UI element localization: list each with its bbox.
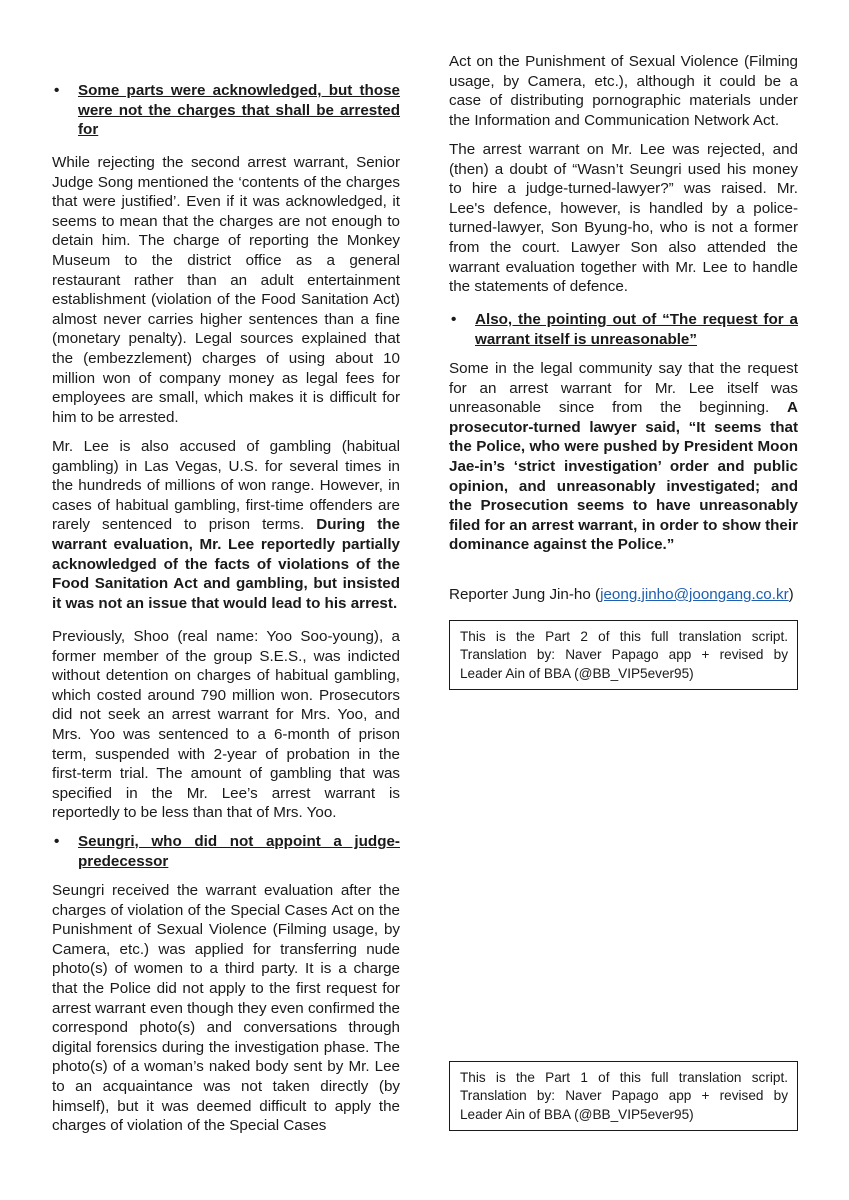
section-heading-seungri [52,832,400,871]
paragraph-gambling-text: Mr. Lee is also accused of gambling (habitual gambling) in Las Vegas, U.S. for several times in the hundreds of millions of won range. However, in cases of habitual gambling, first-time offenders are rarely sentenced to prison terms. [52,438,400,534]
paragraph-seungri-charges: Seungri received the warrant evaluation after the charges of violation of the Special Cases Act on the Punishment of Sexual Violence (Filming usage, by Camera, etc.) was applied for transferring nude photo(s) of women to a third party. It is a charge that the Police did not apply to the first request for arrest warrant even though they even confirmed the correspond photo(s) and conversations through digital forensics during the investigation phase. The photo(s) of a woman’s naked body sent by Mr. Lee to an acquaintance was not taken directly (by himself), but it was deemed difficult to apply the charges of violation of the Special Cases [52,882,400,1135]
paragraph-gambling [52,437,400,613]
reporter-name: Reporter Jung Jin-ho ( [449,586,601,603]
section-heading-text: Some parts were acknowledged, but those were not the charges that shall be arrested for [78,82,400,139]
translation-note-part-1: This is the Part 1 of this full translation script. Translation by: Naver Papago app + revised by Leader Ain of BBA (@BB_VIP5ever95) [449,1061,798,1131]
section-heading-warrant-unreasonable [449,310,798,349]
bullet-icon: • [54,82,60,99]
section-heading-charges-acknowledged [52,81,400,140]
paragraph-legal-community-quote: A prosecutor-turned lawyer said, “It seems that the Police, who were pushed by President Moon Jae-in’s ‘strict investigation’ order and public opinion, and unreasonably investigated; and the Prosecution seems to have unreasonably filed for an arrest warrant, in order to show their dominance against the Police.” [449,399,798,554]
paragraph-gambling-bold-text: During the warrant evaluation, Mr. Lee reportedly partially acknowledged of the facts of violations of the Food Sanitation Act and gambling, but insisted it was not an issue that would lead to his arrest. [52,516,400,612]
section-heading-text: Seungri, who did not appoint a judge-predecessor [78,833,400,870]
section-heading-text: Also, the pointing out of “The request for a warrant itself is unreasonable” [475,311,798,348]
paragraph-legal-community [449,359,798,555]
bullet-icon: • [451,311,457,328]
reporter-byline [449,585,809,605]
translation-note-part-2: This is the Part 2 of this full translation script. Translation by: Naver Papago app + revised by Leader Ain of BBA (@BB_VIP5ever95) [449,620,798,690]
reporter-email-link[interactable]: jeong.jinho@joongang.co.kr [600,586,789,603]
paragraph-special-cases-continued: Act on the Punishment of Sexual Violence (Filming usage, by Camera, etc.), although it could be a case of distributing pornographic materials under the Information and Communication Network Act. [449,53,798,129]
bullet-icon: • [54,833,60,850]
paragraph-second-warrant: While rejecting the second arrest warrant, Senior Judge Song mentioned the ‘contents of the charges that were justified’. Even if it was acknowledged, it seems to mean that the charges are not enough to detain him. The charge of reporting the Monkey Museum to the district office as a general restaurant rather than an adult entertainment establishment (violation of the Food Sanitation Act) almost never carries higher sentences than a fine (monetary penalty). Legal sources explained that the (embezzlement) charges of using about 10 million won of company money as legal fees for employees are small, which makes it is difficult for him to be arrested. [52,154,400,426]
paragraph-shoo: Previously, Shoo (real name: Yoo Soo-young), a former member of the group S.E.S., was indicted without detention on charges of habitual gambling, which costed around 790 million won. Prosecutors did not seek an arrest warrant for Mrs. Yoo, and Mrs. Yoo was sentenced to a 6-month of prison term, suspended with 2-year of probation in the first-term trial. The amount of gambling that was specified in the Mr. Lee’s arrest warrant is reportedly to be less than that of Mrs. Yoo. [52,628,400,822]
paragraph-judge-turned-lawyer: The arrest warrant on Mr. Lee was rejected, and (then) a doubt of “Wasn’t Seungri used his money to hire a judge-turned-lawyer?” was raised. Mr. Lee's defence, however, is handled by a police-turned-lawyer, Son Byung-ho, who is not a former from the court. Lawyer Son also attended the warrant evaluation together with Mr. Lee to handle the statements of defence. [449,141,798,296]
paragraph-legal-community-text: Some in the legal community say that the request for an arrest warrant for Mr. Lee itself was unreasonable since from the beginning. [449,360,798,417]
reporter-suffix: ) [788,586,794,603]
